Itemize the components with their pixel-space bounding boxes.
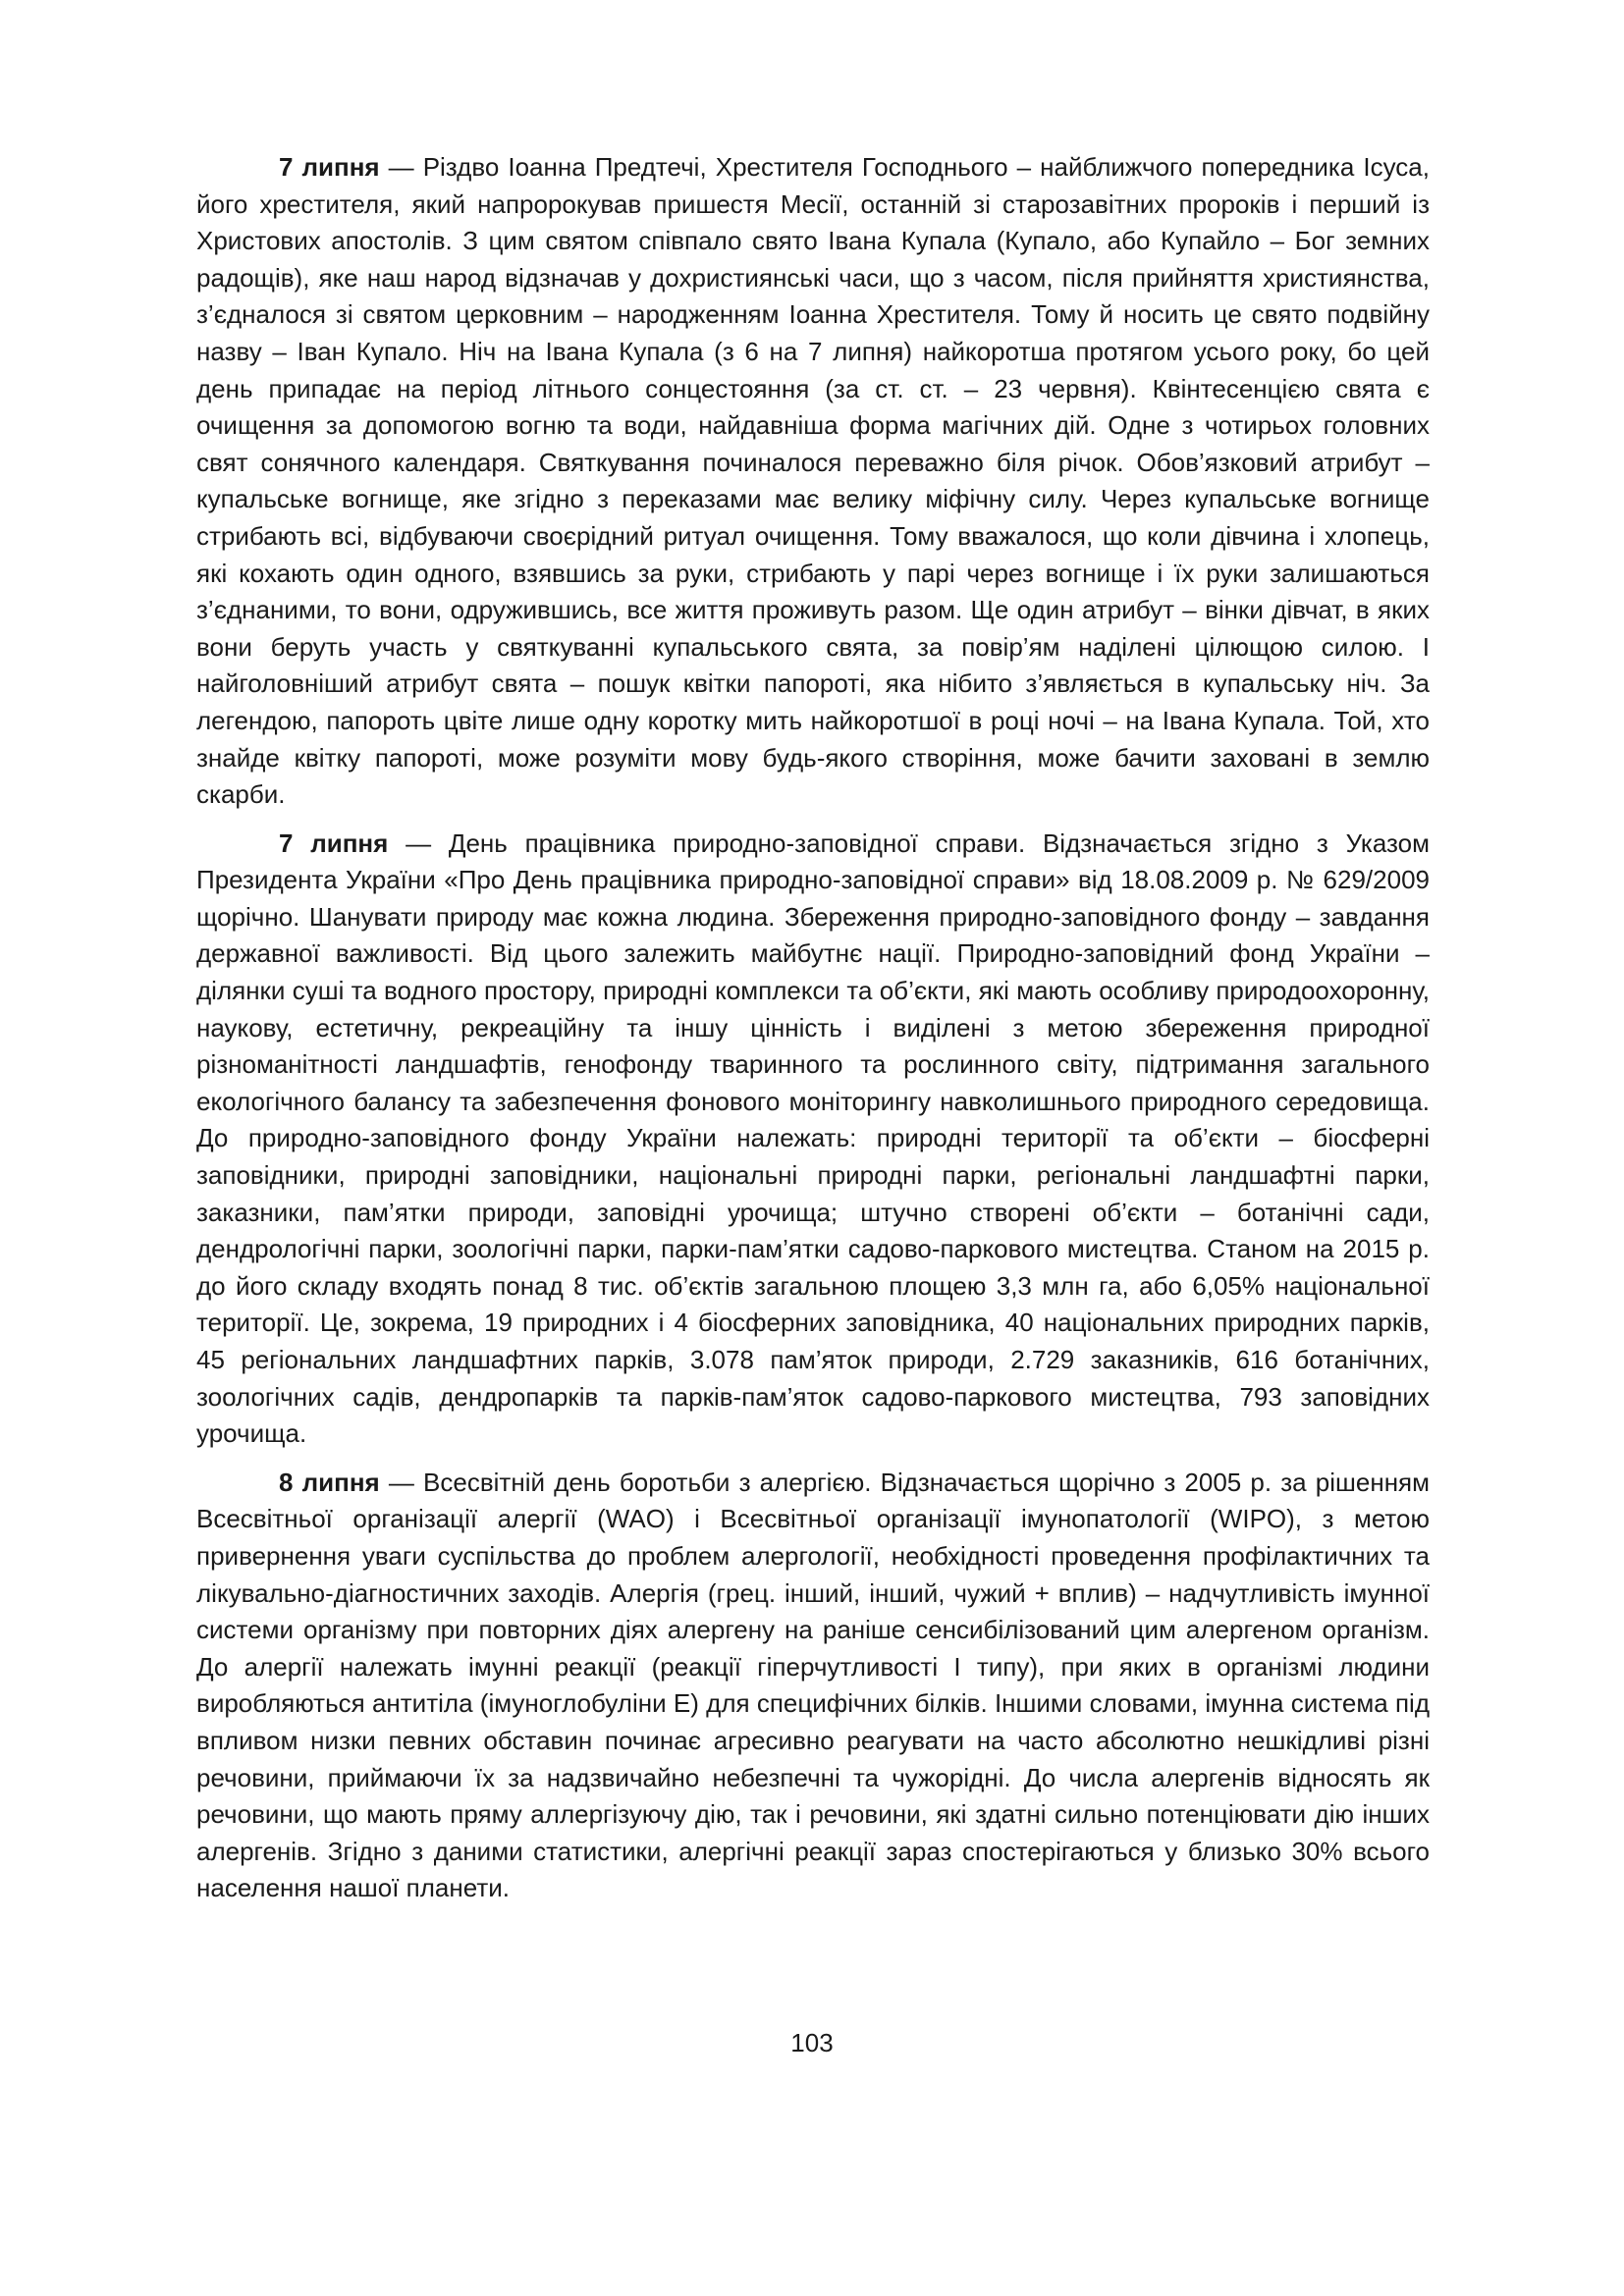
page-number: 103 [790, 2028, 834, 2057]
entry-date: 7 липня [279, 152, 380, 182]
document-body [196, 149, 1430, 1919]
entry-dash: — [388, 828, 449, 858]
entry-text: День працівника природно-заповідної справи. Відзначається згідно з Указом Президента України «Про День працівника природно-заповідної справи» від 18.08.2009 р. № 629/2009 щорічно. Шанувати природу має кожна людина. Збереження природно-заповідного фонду – завдання державної важливості. Від цього залежить майбутнє нації. Природно-заповідний фонд України – ділянки суші та водного простору, природні комплекси та об’єкти, які мають особливу природоохоронну, наукову, естетичну, рекреаційну та іншу цінність і виділені з метою збереження природної різноманітності ландшафтів, генофонду тваринного та рослинного світу, підтримання загального екологічного балансу та забезпечення фонового моніторингу навколишнього природного середовища. До природно-заповідного фонду України належать: природні території та об’єкти – біосферні заповідники, природні заповідники, національні природні парки, регіональні ландшафтні парки, заказники, пам’ятки природи, заповідні урочища; штучно створені об’єкти – ботанічні сади, дендрологічні парки, зоологічні парки, парки-пам’ятки садово-паркового мистецтва. Станом на 2015 р. до його складу входять понад 8 тис. об’єктів загальною площею 3,3 млн га, або 6,05% національної території. Це, зокрема, 19 природних і 4 біосферних заповідника, 40 національних природних парків, 45 регіональних ландшафтних парків, 3.078 пам’яток природи, 2.729 заказників, 616 ботанічних, зоологічних садів, дендропарків та парків-пам’яток садово-паркового мистецтва, 793 заповідних урочища. [196, 828, 1431, 1449]
entry-dash: — [379, 152, 423, 182]
entry-text: Різдво Іоанна Предтечі, Хрестителя Господнього – найближчого попередника Ісуса, його хрестителя, який напророкував пришестя Месії, останній зі старозавітних пророків і перший із Христових апостолів. З цим святом співпало свято Івана Купала (Купало, або Купайло – Бог земних радощів), яке наш народ відзначав у дохристиянські часи, що з часом, після прийняття християнства, з’єдналося зі святом церковним – народженням Іоанна Хрестителя. Тому й носить це свято подвійну назву – Іван Купало. Ніч на Івана Купала (з 6 на 7 липня) найкоротша протягом усього року, бо цей день припадає на період літнього сонцестояння (за ст. ст. – 23 червня). Квінтесенцією свята є очищення за допомогою вогню та води, найдавніша форма магічних дій. Одне з чотирьох головних свят сонячного календаря. Святкування починалося переважно біля річок. Обов’язковий атрибут – купальське вогнище, яке згідно з переказами має велику міфічну силу. Через купальське вогнище стрибають всі, відбуваючи своєрідний ритуал очищення. Тому вважалося, що коли дівчина і хлопець, які кохають один одного, взявшись за руки, стрибають у парі через вогнище і їх руки залишаються з’єднаними, то вони, одружившись, все життя проживуть разом. Ще один атрибут – вінки дівчат, в яких вони беруть участь у святкуванні купальського свята, за повір’ям наділені цілющою силою. І найголовніший атрибут свята – пошук квітки папороті, яка нібито з’являється в купальську ніч. За легендою, папороть цвіте лише одну коротку мить найкоротшої в році ночі – на Івана Купала. Той, хто знайде квітку папороті, може розуміти мову будь-якого створіння, може бачити заховані в землю скарби. [196, 152, 1430, 810]
entry-kupala [196, 149, 1430, 814]
entry-dash: — [379, 1467, 424, 1497]
entry-text: Всесвітній день боротьби з алергією. Відзначається щорічно з 2005 р. за рішенням Всесвітньої організації алергії (WAO) і Всесвітньої організації імунопатології (WIPO), з метою привернення уваги суспільства до проблем алергології, необхідності проведення профілактичних та лікувально-діагностичних заходів. Алергія (грец. інший, інший, чужий + вплив) – надчутливість імунної системи організму при повторних діях алергену на раніше сенсибілізований цим алергеном організм. До алергії належать імунні реакції (реакції гіперчутливості I типу), при яких в організмі людини виробляються антитіла (імуноглобуліни Е) для специфічних білків. Іншими словами, імунна система під впливом низки певних обставин починає агресивно реагувати на часто абсолютно нешкідливі різні речовини, приймаючи їх за надзвичайно небезпечні та чужорідні. До числа алергенів відносять як речовини, що мають пряму аллергізуючу дію, так і речовини, які здатні сильно потенціювати дію інших алергенів. Згідно з даними статистики, алергічні реакції зараз спостерігаються у близько 30% всього населення нашої планети. [196, 1467, 1431, 1903]
entry-allergy-day [196, 1465, 1430, 1907]
entry-date: 7 липня [279, 828, 389, 858]
entry-date: 8 липня [279, 1467, 380, 1497]
entry-nature-reserve-day [196, 826, 1430, 1453]
